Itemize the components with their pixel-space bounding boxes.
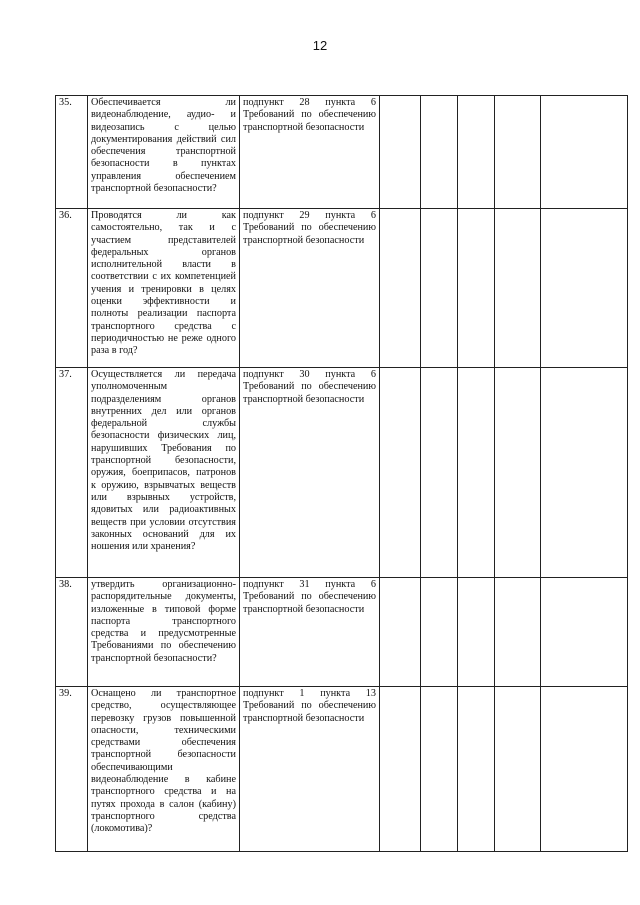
answer-cell-yes[interactable] bbox=[380, 96, 421, 209]
question-cell: утвердить организационно-распорядительные документы, изложенные в типовой форме паспорта транспортного средства и предусмотренные Требованиями по обеспечению транспортной безопасности? bbox=[88, 578, 240, 687]
question-cell: Осуществляется ли передача уполномоченным подразделениям органов внутренних дел или органов федеральной службы безопасности физических лиц, нарушивших Требования по транспортной безопасности, оружия, боеприпасов, патронов к оружию, взрывчатых веществ или взрывных устройств, ядовитых или радиоактивных веществ при условии отсутствия законных оснований для их ношения или хранения? bbox=[88, 368, 240, 578]
answer-cell-no[interactable] bbox=[421, 209, 458, 368]
answer-cell-na[interactable] bbox=[458, 687, 495, 852]
question-cell: Проводятся ли как самостоятельно, так и с участием представителей федеральных органов исполнительной власти в соответствии с их компетенцией учения и тренировки в целях оценки эффективности и полноты реализации паспорта транспортного средства с периодичностью не реже одного раза в год? bbox=[88, 209, 240, 368]
row-number: 36. bbox=[56, 209, 88, 368]
notes-cell[interactable] bbox=[541, 687, 628, 852]
notes-cell[interactable] bbox=[541, 368, 628, 578]
answer-cell-no[interactable] bbox=[421, 687, 458, 852]
notes-cell[interactable] bbox=[541, 96, 628, 209]
table-row bbox=[56, 209, 628, 368]
reference-cell: подпункт 1 пункта 13 Требований по обеспечению транспортной безопасности bbox=[240, 687, 380, 852]
answer-cell-no[interactable] bbox=[421, 368, 458, 578]
table-row bbox=[56, 368, 628, 578]
notes-cell[interactable] bbox=[541, 578, 628, 687]
answer-cell-yes[interactable] bbox=[380, 687, 421, 852]
answer-cell-extra[interactable] bbox=[495, 209, 541, 368]
answer-cell-extra[interactable] bbox=[495, 578, 541, 687]
question-cell: Обеспечивается ли видеонаблюдение, аудио- и видеозапись с целью документирования действий сил обеспечения транспортной безопасности в пунктах управления обеспечением транспортной безопасности? bbox=[88, 96, 240, 209]
answer-cell-na[interactable] bbox=[458, 209, 495, 368]
answer-cell-na[interactable] bbox=[458, 368, 495, 578]
answer-cell-yes[interactable] bbox=[380, 578, 421, 687]
row-number: 35. bbox=[56, 96, 88, 209]
row-number: 39. bbox=[56, 687, 88, 852]
notes-cell[interactable] bbox=[541, 209, 628, 368]
answer-cell-extra[interactable] bbox=[495, 687, 541, 852]
answer-cell-extra[interactable] bbox=[495, 96, 541, 209]
answer-cell-na[interactable] bbox=[458, 578, 495, 687]
reference-cell: подпункт 30 пункта 6 Требований по обеспечению транспортной безопасности bbox=[240, 368, 380, 578]
reference-cell: подпункт 29 пункта 6 Требований по обеспечению транспортной безопасности bbox=[240, 209, 380, 368]
row-number: 38. bbox=[56, 578, 88, 687]
answer-cell-yes[interactable] bbox=[380, 209, 421, 368]
table-row bbox=[56, 578, 628, 687]
checklist-table bbox=[55, 95, 628, 852]
row-number: 37. bbox=[56, 368, 88, 578]
answer-cell-na[interactable] bbox=[458, 96, 495, 209]
answer-cell-extra[interactable] bbox=[495, 368, 541, 578]
reference-cell: подпункт 31 пункта 6 Требований по обеспечению транспортной безопасности bbox=[240, 578, 380, 687]
page-number: 12 bbox=[312, 38, 328, 53]
reference-cell: подпункт 28 пункта 6 Требований по обеспечению транспортной безопасности bbox=[240, 96, 380, 209]
answer-cell-yes[interactable] bbox=[380, 368, 421, 578]
answer-cell-no[interactable] bbox=[421, 96, 458, 209]
table-row bbox=[56, 96, 628, 209]
table-row bbox=[56, 687, 628, 852]
answer-cell-no[interactable] bbox=[421, 578, 458, 687]
question-cell: Оснащено ли транспортное средство, осуществляющее перевозку грузов повышенной опасности, техническими средствами обеспечения транспортной безопасности обеспечивающими видеонаблюдение в кабине транспортного средства и на путях прохода в салон (кабину) транспортного средства (локомотива)? bbox=[88, 687, 240, 852]
